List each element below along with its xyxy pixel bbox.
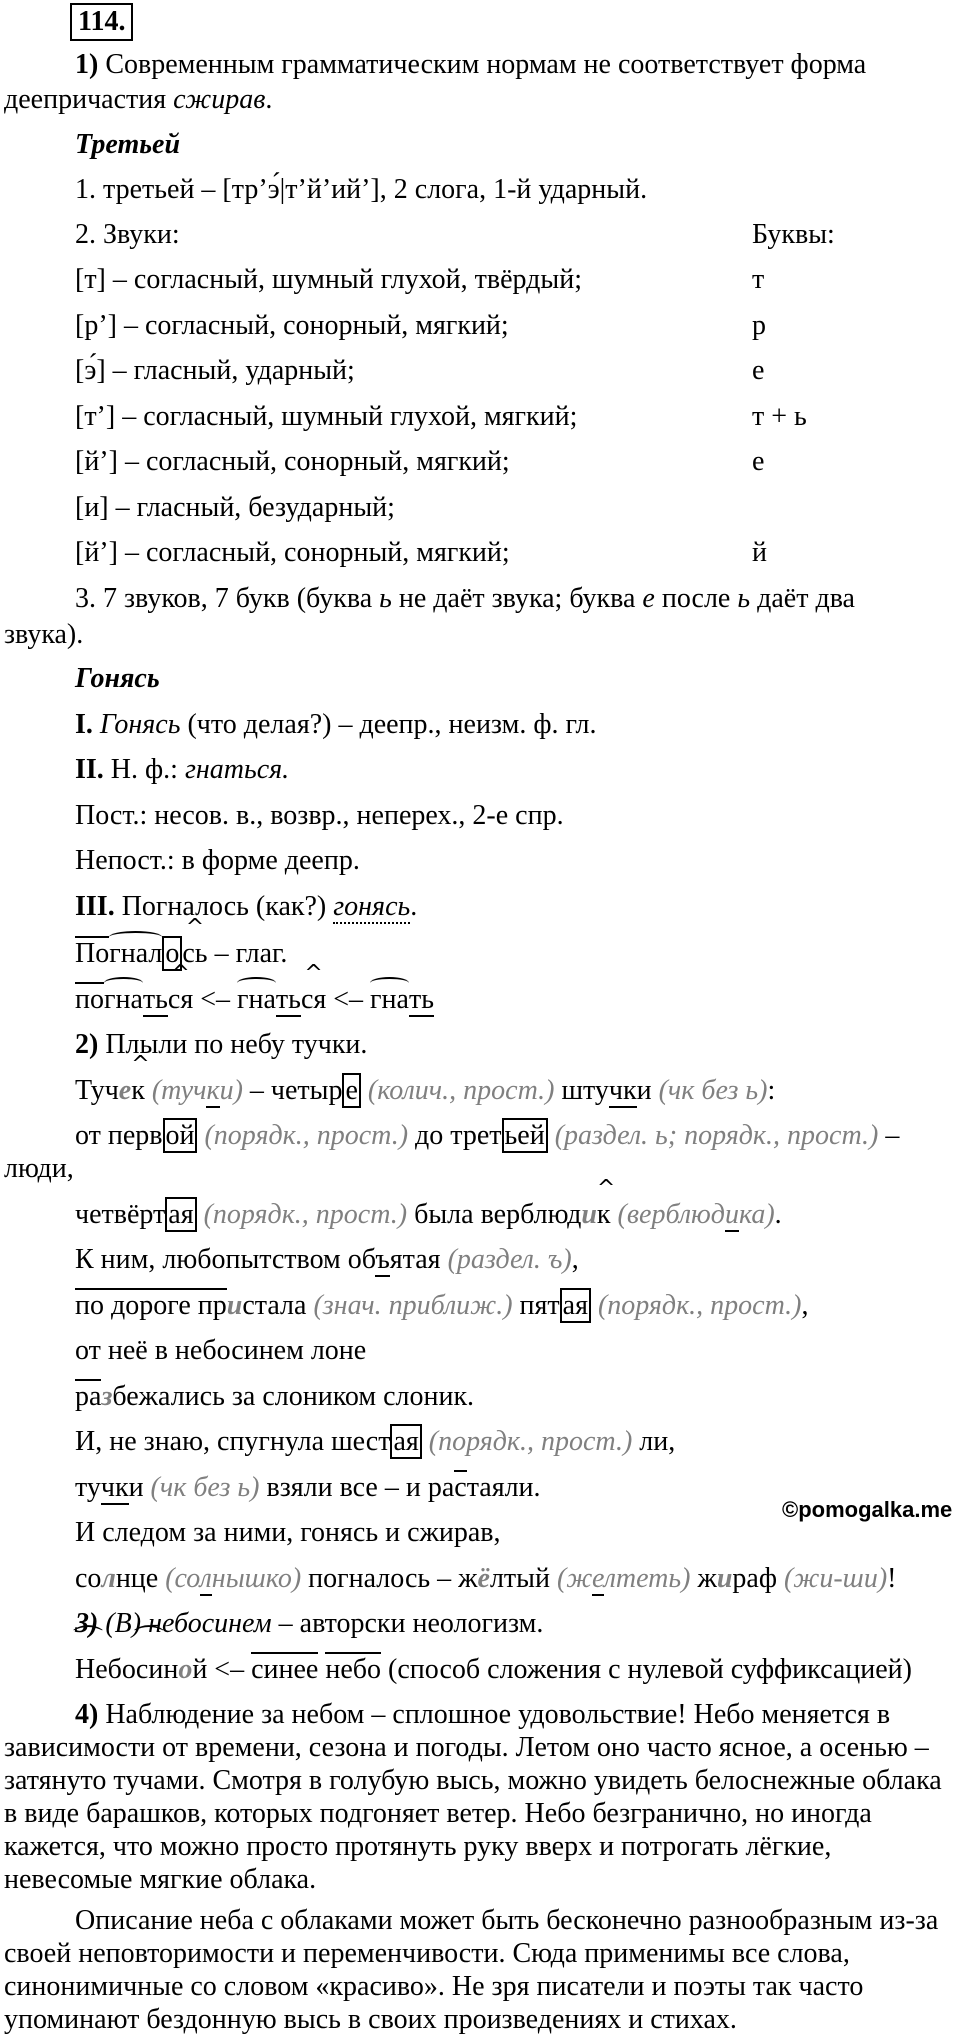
poem-line-6: от неё в небосинем лоне	[75, 1335, 367, 1366]
tretei-transcription: 1. третьей – [тр’э́|т’й’ий’], 2 слога, 1-й ударный.	[75, 174, 648, 205]
tretei-heading: Третьей	[75, 129, 181, 160]
gonyas-part2: II. Н. ф.: гнаться.	[75, 754, 290, 785]
gonyas-part1: I. Гонясь (что делая?) – деепр., неизм. ф. гл.	[75, 709, 597, 740]
poem-line-5: по дороге пристала (знач. приближ.) пят ая (порядк., прост.),	[75, 1290, 809, 1321]
poem-line-4: К ним, любопытством объятая (раздел. ъ),	[75, 1244, 579, 1275]
exercise-number: 114.	[70, 3, 133, 41]
sound-row: [й’] – согласный, сонорный, мягкий;	[75, 446, 510, 477]
s3-line1: 3) (В) небосинем – авторски неологизм.	[75, 1608, 544, 1639]
s1-line1: 1) Современным грамматическим нормам не соответствует форма	[75, 49, 867, 80]
s3-morpheme: ⌒ Небо⌒ синой <– синее небо (способ сложения с нулевой суффиксацией)	[75, 1653, 912, 1687]
poem-line-10: И следом за ними, гонясь и сжирав,	[75, 1517, 501, 1548]
derivation-chain: погнать^ ся <– гнать^ ся <– гнать	[75, 983, 434, 1017]
sound-row: [й’] – согласный, сонорный, мягкий;	[75, 537, 510, 568]
poem-line-7: разбежались за слоником слоник.	[75, 1381, 475, 1412]
s4-paragraph-2: Описание неба с облаками может быть бесконечно разнообразным из-за своей неповторимости и переменчивости. Сюда применимы все слова, синонимичные со словом «красиво». Не зря писатели и поэты так часто упоминают бездонную высь в своих произведениях и стихах.	[4, 1905, 939, 2035]
sound-row: [т] – согласный, шумный глухой, твёрдый;	[75, 264, 582, 295]
sound-row: [э́] – гласный, ударный;	[75, 355, 355, 386]
poem-line-3: четвёрт ая (порядк., прост.) была верблюди^ к (верблюдика).	[75, 1198, 782, 1232]
letter-cell: т	[752, 264, 765, 295]
s1-line2: деепричастия сжирав.	[4, 84, 273, 115]
letter-cell: е	[752, 355, 765, 386]
gonyas-nonconst: Непост.: в форме деепр.	[75, 845, 360, 876]
watermark: ©pomogalka.me	[782, 1497, 953, 1522]
tretei-summary-cont: звука).	[4, 619, 84, 650]
s2-title: 2) Плыли по небу тучки.	[75, 1029, 368, 1060]
poem-line-2-cont: люди,	[4, 1153, 74, 1184]
sounds-label: 2. Звуки:	[75, 219, 180, 250]
letter-cell: р	[752, 310, 766, 341]
letter-cell: й	[752, 537, 767, 568]
tretei-summary: 3. 7 звуков, 7 букв (буква ь не даёт звука; буква е после ь даёт два	[75, 583, 855, 614]
morpheme-pognalos: Погнал о^ сь – глаг.	[75, 937, 287, 971]
letter-cell: т + ь	[752, 401, 807, 432]
s4-paragraph-1: 4) Наблюдение за небом – сплошное удовольствие! Небо меняется в зависимости от времени, сезона и погоды. Летом оно часто ясное, а осенью – затянуто тучами. Смотря в голубую высь, можно увидеть белоснежные облака в виде барашков, которых подгоняет ветер. Небо безгранично, но иногда кажется, что можно просто протянуть руку вверх и потрогать лёгкие, невесомые мягкие облака.	[4, 1699, 942, 1895]
gonyas-part3: III. Погналось (как?) гонясь.	[75, 891, 418, 922]
poem-line-11: солнце (солнышко) погналось – жёлтый (желтеть) жираф (жи-ши)!	[75, 1563, 897, 1594]
poem-line-9: тучки (чк без ь) взяли все – и растаяли.	[75, 1472, 541, 1503]
sound-row: [р’] – согласный, сонорный, мягкий;	[75, 310, 509, 341]
sound-row: [и] – гласный, безударный;	[75, 492, 395, 523]
letters-label: Буквы:	[752, 219, 835, 250]
poem-line-8: И, не знаю, спугнула шест ая (порядк., прост.) ли,	[75, 1426, 676, 1457]
gonyas-heading: Гонясь	[75, 663, 160, 694]
gonyas-const: Пост.: несов. в., возвр., неперех., 2-е спр.	[75, 800, 564, 831]
poem-line-1: Туче^ к (тучки) – четыр е (колич., прост.) штучки (чк без ь):	[75, 1074, 775, 1108]
sound-row: [т’] – согласный, шумный глухой, мягкий;	[75, 401, 578, 432]
poem-line-2: от перв ой (порядк., прост.) до трет ьей (раздел. ь; порядк., прост.) –	[75, 1120, 900, 1151]
letter-cell: е	[752, 446, 765, 477]
